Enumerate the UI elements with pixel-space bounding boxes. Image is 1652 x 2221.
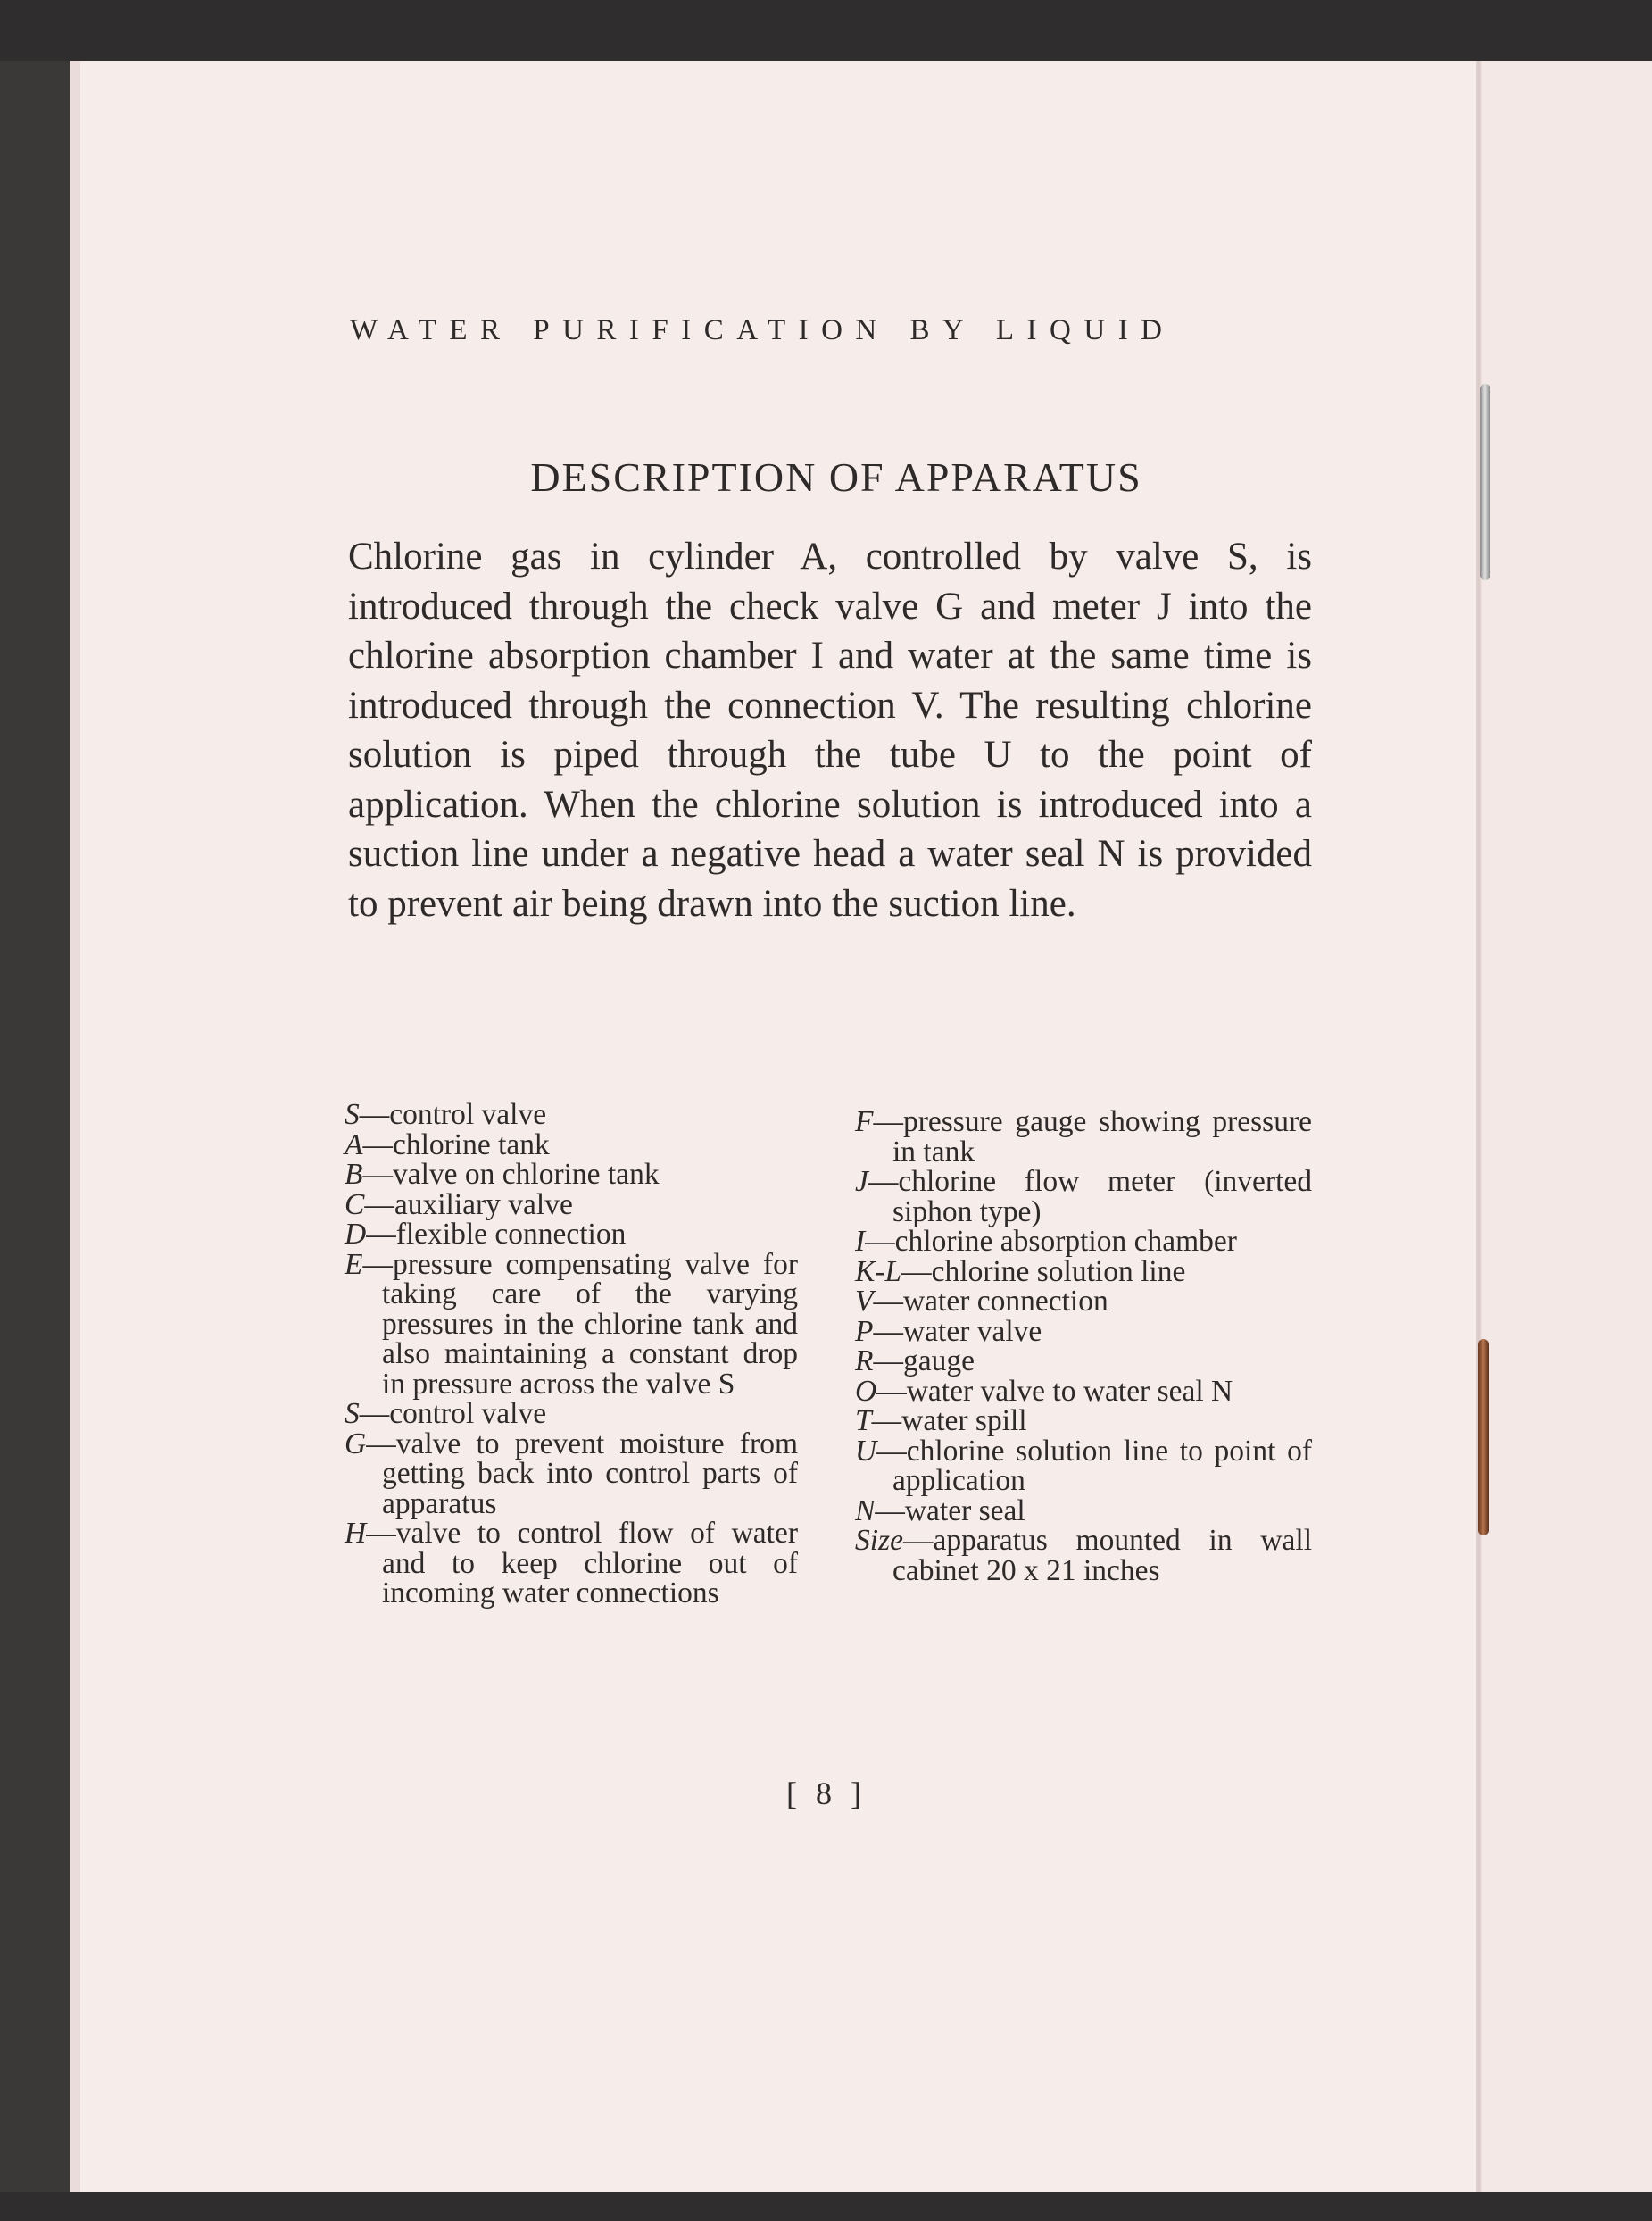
legend-item: S—control valve <box>345 1098 547 1131</box>
legend-item: H—valve to control flow of water and to keep chlorine out of incoming water connections <box>345 1517 798 1610</box>
legend-item: Size—apparatus mounted in wall cabinet 20 x 21 inches <box>855 1524 1312 1587</box>
legend-item: S—control valve <box>345 1397 547 1430</box>
legend-item: F—pressure gauge showing pressure in tank <box>855 1105 1312 1169</box>
legend-item: K-L—chlorine solution line <box>855 1254 1186 1288</box>
legend-item: I—chlorine absorption chamber <box>855 1225 1237 1258</box>
legend-item: O—water valve to water seal N <box>855 1374 1233 1408</box>
legend-item: P—water valve <box>855 1314 1042 1348</box>
legend-item: B—valve on chlorine tank <box>345 1158 660 1191</box>
scan-background-bottom <box>0 2192 1652 2221</box>
legend-item: D—flexible connection <box>345 1218 627 1251</box>
running-head: WATER PURIFICATION BY LIQUID <box>350 314 1175 346</box>
legend-item: J—chlorine flow meter (inverted siphon type) <box>855 1165 1312 1228</box>
page-number: [ 8 ] <box>786 1776 867 1811</box>
legend-left-column <box>345 1100 798 1609</box>
staple-top <box>1480 384 1490 580</box>
section-title: DESCRIPTION OF APPARATUS <box>530 454 1142 500</box>
legend-item: A—chlorine tank <box>345 1127 550 1161</box>
legend-item: V—water connection <box>855 1285 1108 1318</box>
legend-right-column <box>855 1107 1312 1585</box>
legend-item: N—water seal <box>855 1493 1025 1527</box>
legend-item: E—pressure compensating valve for taking care of the varying pressures in the chlorine tank and also maintaining a constant drop in pressure across the valve S <box>345 1247 798 1401</box>
legend-item: T—water spill <box>855 1404 1027 1437</box>
description-paragraph: Chlorine gas in cylinder A, controlled by valve S, is introduced through the check valve G and meter J into the chlorine absorption chamber I and water at the same time is introduced through the connection V. The resulting chlorine solution is piped through the tube U to the point of application. When the chlorine solution is introduced into a suction line under a negative head a water seal N is provided to prevent air being drawn into the suction line. <box>348 536 1312 925</box>
legend-item: C—auxiliary valve <box>345 1187 573 1221</box>
staple-bottom <box>1478 1339 1489 1535</box>
legend-item: U—chlorine solution line to point of application <box>855 1434 1312 1497</box>
facing-page <box>1482 61 1652 2192</box>
legend-item: G—valve to prevent moisture from getting back into control parts of apparatus <box>345 1427 798 1520</box>
legend-item: R—gauge <box>855 1344 975 1377</box>
scan-background-top <box>0 0 1652 61</box>
